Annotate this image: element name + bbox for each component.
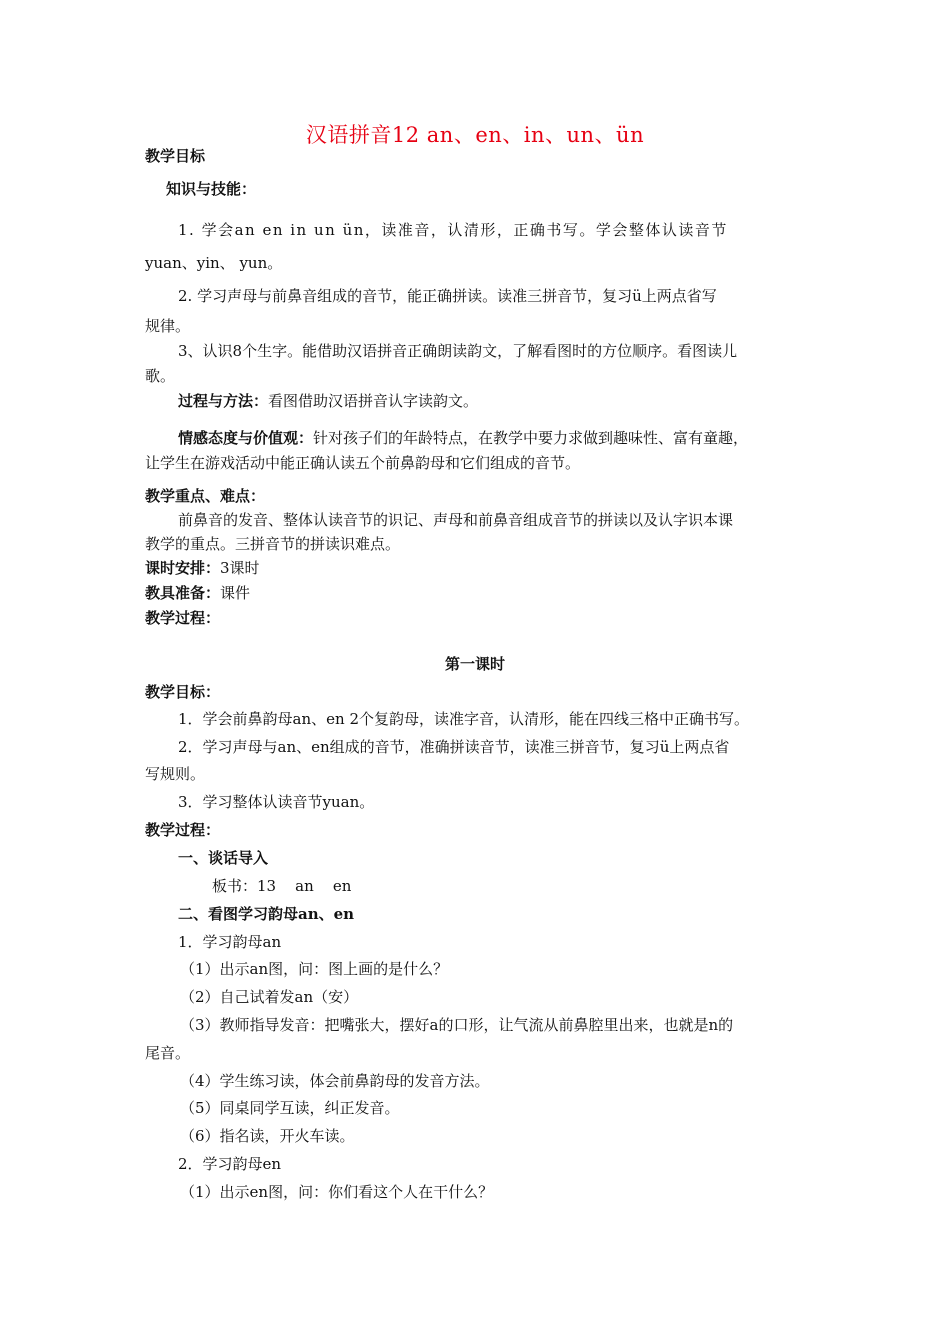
lesson-1-goals-heading: 教学目标： — [145, 683, 221, 701]
section-1-heading: 一、谈话导入 — [178, 849, 269, 867]
section-2-item-2: 2．学习韵母en — [178, 1155, 282, 1173]
lesson-1-goal-1: 1．学会前鼻韵母an、en 2个复韵母，读准字音，认清形，能在四线三格中正确书写。 — [178, 710, 749, 728]
goals-heading: 教学目标 — [145, 147, 206, 165]
section-2-heading: 二、看图学习韵母an、en — [178, 905, 355, 923]
knowledge-item-2-line-2: 规律。 — [145, 317, 191, 335]
section-2-item-1-step-2: （2）自己试着发an（安） — [180, 988, 359, 1006]
knowledge-item-1-line-1: 1. 学会an en in un ün，读准音，认清形，正确书写。学会整体认读音节 — [178, 221, 728, 239]
document-title: 汉语拼音12 an、en、in、un、ün — [305, 123, 645, 147]
lesson-1-procedure-heading: 教学过程： — [145, 821, 221, 839]
tools-value: 课件 — [220, 584, 251, 602]
hours-label: 课时安排： — [145, 559, 221, 577]
section-2-item-1-step-5: （5）同桌同学互读，纠正发音。 — [180, 1099, 400, 1117]
section-2-item-1-step-1: （1）出示an图，问：图上画的是什么？ — [180, 960, 449, 978]
hours-value: 3课时 — [220, 559, 260, 577]
section-2-item-1: 1．学习韵母an — [178, 933, 282, 951]
section-2-item-1-step-3-line-1: （3）教师指导发音：把嘴张大，摆好a的口形，让气流从前鼻腔里出来，也就是n的 — [180, 1016, 734, 1034]
knowledge-item-1-line-2: yuan、yin、 yun。 — [145, 254, 283, 272]
section-2-item-1-step-3-line-2: 尾音。 — [145, 1044, 191, 1062]
lesson-1-heading: 第一课时 — [444, 655, 505, 673]
lesson-1-goal-2-line-2: 写规则。 — [145, 765, 206, 783]
key-points-heading: 教学重点、难点： — [145, 487, 266, 505]
hours-line — [145, 558, 260, 578]
tools-line — [145, 583, 250, 603]
section-1-board: 板书：13 an en — [212, 877, 352, 895]
process-label: 过程与方法： — [178, 392, 269, 410]
knowledge-item-2-line-1: 2. 学习声母与前鼻音组成的音节，能正确拼读。读准三拼音节，复习ü上两点省写 — [178, 287, 717, 305]
emotion-line-2: 让学生在游戏活动中能正确认读五个前鼻韵母和它们组成的音节。 — [145, 454, 581, 472]
section-2-item-2-step-1: （1）出示en图，问：你们看这个人在干什么？ — [180, 1183, 494, 1201]
process-text: 看图借助汉语拼音认字读韵文。 — [268, 392, 479, 410]
emotion-line-1 — [178, 428, 748, 448]
emotion-text-1: 针对孩子们的年龄特点，在教学中要力求做到趣味性、富有童趣， — [313, 429, 749, 447]
process-method-line — [178, 391, 478, 411]
lesson-1-goal-2-line-1: 2．学习声母与an、en组成的音节，准确拼读音节，读准三拼音节，复习ü上两点省 — [178, 738, 730, 756]
knowledge-label: 知识与技能： — [166, 180, 257, 198]
key-points-line-1: 前鼻音的发音、整体认读音节的识记、声母和前鼻音组成音节的拼读以及认字识本课 — [178, 511, 734, 529]
section-2-item-1-step-4: （4）学生练习读，体会前鼻韵母的发音方法。 — [180, 1072, 490, 1090]
emotion-label: 情感态度与价值观： — [178, 429, 314, 447]
key-points-line-2: 教学的重点。三拼音节的拼读识难点。 — [145, 535, 401, 553]
section-2-item-1-step-6: （6）指名读，开火车读。 — [180, 1127, 355, 1145]
knowledge-item-3-line-2: 歌。 — [145, 367, 176, 385]
tools-label: 教具准备： — [145, 584, 221, 602]
procedure-heading: 教学过程： — [145, 609, 221, 627]
lesson-1-goal-3: 3．学习整体认读音节yuan。 — [178, 793, 375, 811]
knowledge-item-3-line-1: 3、认识8个生字。能借助汉语拼音正确朗读韵文，了解看图时的方位顺序。看图读儿 — [178, 342, 738, 360]
